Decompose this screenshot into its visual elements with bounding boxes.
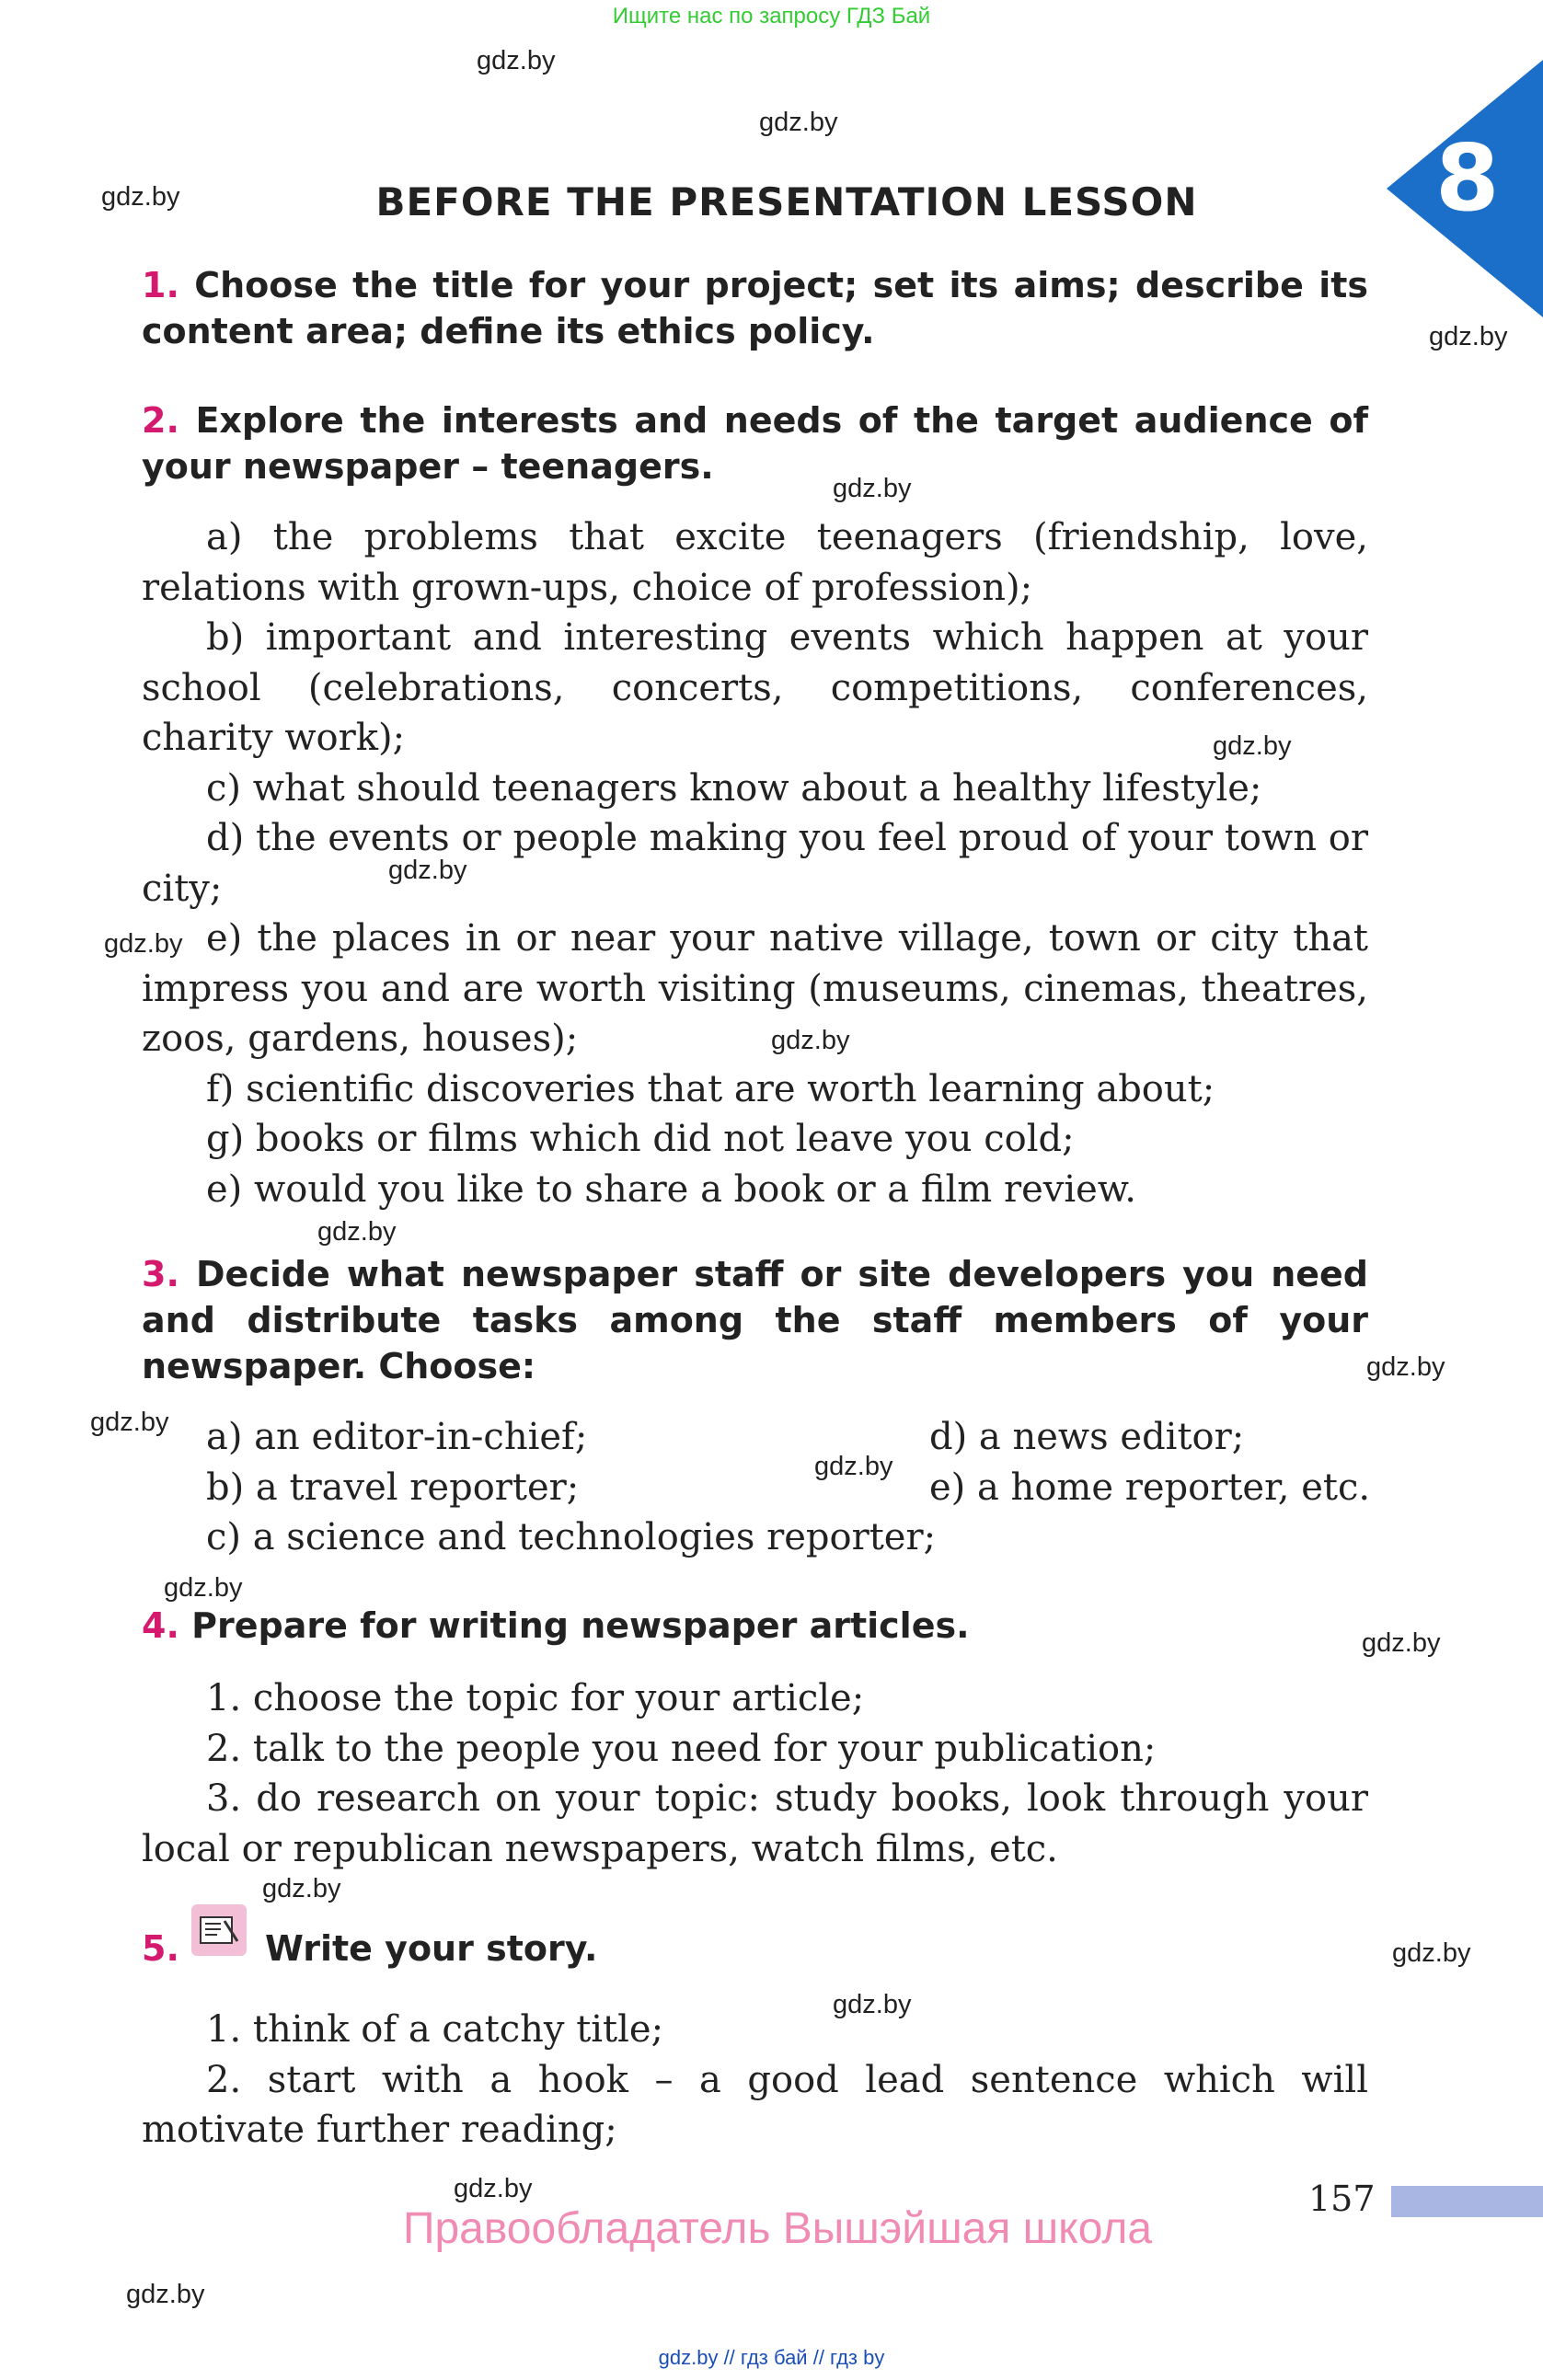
- watermark: gdz.by: [164, 1573, 243, 1603]
- list-item: a) the problems that excite teenagers (friendship, love, relations with grown-ups, choice of profession);: [142, 516, 1368, 609]
- watermark: gdz.by: [388, 856, 467, 885]
- page-number: 157: [1308, 2179, 1376, 2219]
- list-item: 2. start with a hook – a good lead sentence which will motivate further reading;: [142, 2058, 1368, 2151]
- watermark: gdz.by: [454, 2174, 533, 2203]
- writing-icon: [191, 1904, 247, 1956]
- list-item: e) a home reporter, etc.: [929, 1466, 1371, 1509]
- watermark: gdz.by: [104, 929, 183, 959]
- task-text: Write your story.: [265, 1928, 598, 1969]
- task-number: 3.: [142, 1254, 179, 1294]
- list-item: b) a travel reporter;: [206, 1466, 580, 1509]
- list-item: c) a science and technologies reporter;: [206, 1516, 937, 1558]
- task-text: Prepare for writing newspaper articles.: [191, 1605, 970, 1646]
- watermark: gdz.by: [90, 1408, 169, 1437]
- task-text: Explore the interests and needs of the target audience of your newspaper – teenagers.: [142, 400, 1368, 487]
- list-item: 3. do research on your topic: study books, look through your local or republican newspapers, watch films, etc.: [142, 1777, 1368, 1870]
- task-3: [142, 1251, 1368, 1389]
- task-number: 5.: [142, 1928, 179, 1969]
- task-5-title: [265, 1926, 1369, 1972]
- list-item: a) an editor-in-chief;: [206, 1416, 588, 1458]
- list-item: d) the events or people making you feel proud of your town or city;: [142, 817, 1368, 910]
- watermark: gdz.by: [814, 1452, 893, 1481]
- page-title: BEFORE THE PRESENTATION LESSON: [375, 179, 1198, 224]
- task-2-list: [142, 512, 1368, 1214]
- task-text: Decide what newspaper staff or site developers you need and distribute tasks among the staff members of your newspaper. Choose:: [142, 1254, 1369, 1386]
- footer-links[interactable]: gdz.by // гдз бай // гдз by: [658, 2346, 885, 2369]
- watermark: gdz.by: [759, 108, 838, 137]
- watermark: gdz.by: [1392, 1938, 1471, 1968]
- watermark: gdz.by: [1429, 322, 1508, 351]
- watermark: gdz.by: [1362, 1628, 1441, 1658]
- watermark: gdz.by: [771, 1026, 850, 1055]
- task-number: 1.: [142, 265, 179, 305]
- list-item: f) scientific discoveries that are worth learning about;: [206, 1067, 1215, 1110]
- list-item: g) books or films which did not leave you cold;: [206, 1118, 1075, 1160]
- list-item: 2. talk to the people you need for your publication;: [206, 1727, 1157, 1770]
- list-item: 1. think of a catchy title;: [206, 2008, 664, 2051]
- list-item: e) would you like to share a book or a film review.: [206, 1167, 1137, 1211]
- task-5-list: [142, 2005, 1368, 2156]
- watermark: gdz.by: [1366, 1352, 1445, 1382]
- watermark: gdz.by: [126, 2280, 205, 2309]
- task-3-list-left: [206, 1412, 936, 1563]
- list-item: 1. choose the topic for your article;: [206, 1677, 865, 1719]
- watermark: gdz.by: [477, 46, 556, 75]
- task-1: [142, 262, 1368, 354]
- task-2: [142, 397, 1368, 489]
- copyright-owner: Правообладатель Вышэйшая школа: [402, 2204, 1153, 2253]
- list-item: d) a news editor;: [929, 1416, 1245, 1458]
- task-4: [142, 1603, 1368, 1649]
- watermark: gdz.by: [833, 1990, 912, 2019]
- top-banner[interactable]: Ищите нас по запросу ГДЗ Бай: [612, 4, 931, 29]
- task-text: Choose the title for your project; set its aims; describe its content area; define its ethics policy.: [142, 265, 1368, 351]
- watermark: gdz.by: [317, 1217, 397, 1247]
- watermark: gdz.by: [833, 474, 912, 503]
- watermark: gdz.by: [101, 182, 180, 212]
- task-3-list-right: [929, 1412, 1370, 1512]
- watermark: gdz.by: [1213, 731, 1292, 761]
- list-item: c) what should teenagers know about a healthy lifestyle;: [206, 766, 1262, 810]
- task-number: 4.: [142, 1605, 179, 1646]
- list-item: b) important and interesting events which happen at your school (celebrations, concerts, competitions, conferences, charity work);: [142, 616, 1368, 759]
- chapter-number: 8: [1435, 124, 1500, 232]
- list-item: e) the places in or near your native village, town or city that impress you and are worth visiting (museums, cinemas, theatres, zoos, gardens, houses);: [142, 917, 1368, 1060]
- task-4-list: [142, 1673, 1368, 1874]
- task-number: 2.: [142, 400, 179, 441]
- watermark: gdz.by: [262, 1874, 341, 1903]
